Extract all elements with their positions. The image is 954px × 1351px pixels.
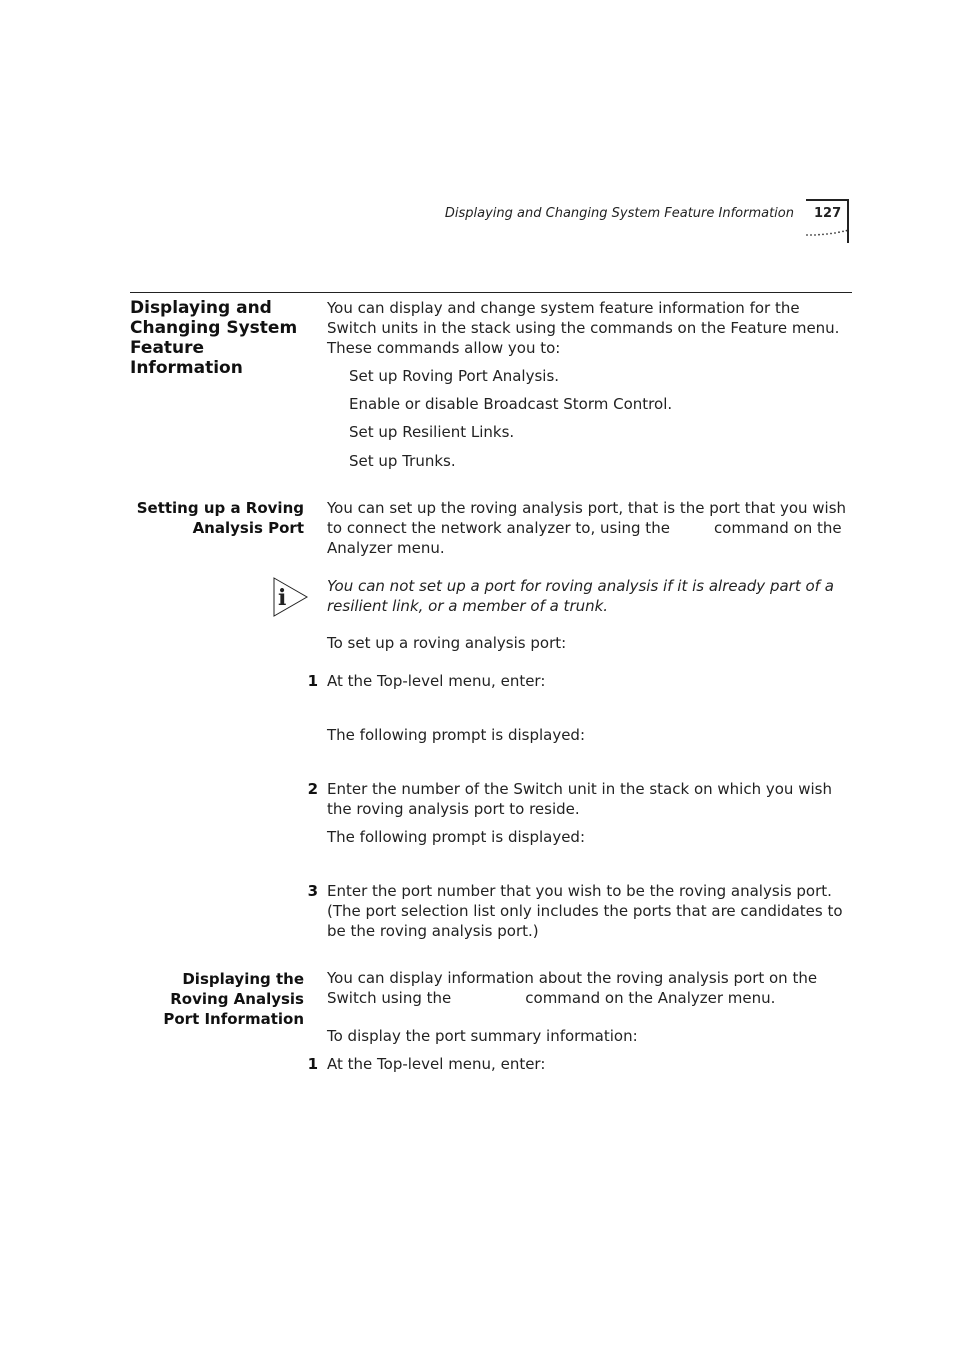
subsection-heading: Setting up a Roving Analysis Port bbox=[136, 499, 304, 537]
step-number: 1 bbox=[307, 672, 318, 690]
running-title: Displaying and Changing System Feature Information bbox=[444, 206, 794, 221]
page-number-top-rule bbox=[806, 199, 849, 201]
roving-setup-intro bbox=[327, 498, 853, 558]
info-icon bbox=[272, 576, 310, 618]
list-item: Set up Resilient Links. bbox=[349, 423, 515, 441]
step-followup: The following prompt is displayed: bbox=[327, 726, 586, 744]
list-item: Set up Trunks. bbox=[349, 452, 456, 470]
section-heading: Displaying and Changing System Feature Information bbox=[130, 298, 298, 378]
roving-setup-intro-part1: You can set up the roving analysis port, that is the port that you wish to connect the network analyzer to, using the bbox=[327, 499, 847, 537]
subsection-heading: Displaying the Roving Analysis Port Information bbox=[163, 970, 304, 1028]
step-number: 1 bbox=[307, 1055, 318, 1073]
step-text: At the Top-level menu, enter: bbox=[327, 1055, 546, 1073]
section-intro: You can display and change system feature information for the Switch units in the stack using the commands on the Feature menu. These commands allow you to: bbox=[327, 299, 840, 357]
note-text: You can not set up a port for roving analysis if it is already part of a resilient link, or a member of a trunk. bbox=[327, 577, 834, 615]
step-number: 3 bbox=[307, 882, 318, 900]
roving-setup-lead: To set up a roving analysis port: bbox=[327, 634, 567, 652]
svg-text:i: i bbox=[278, 585, 287, 611]
page-number: 127 bbox=[814, 206, 842, 221]
list-item: Set up Roving Port Analysis. bbox=[349, 367, 560, 385]
step-followup: The following prompt is displayed: bbox=[327, 828, 586, 846]
list-item: Enable or disable Broadcast Storm Control. bbox=[349, 395, 673, 413]
roving-display-intro bbox=[327, 968, 853, 1008]
roving-display-intro-part2: command on the Analyzer menu. bbox=[525, 989, 776, 1007]
section-rule bbox=[130, 292, 852, 293]
roving-display-lead: To display the port summary information: bbox=[327, 1027, 638, 1045]
step-number: 2 bbox=[307, 780, 318, 798]
step-text: Enter the number of the Switch unit in the stack on which you wish the roving analysis port to reside. bbox=[327, 780, 832, 818]
step-text: Enter the port number that you wish to be the roving analysis port. (The port selection list only includes the ports that are candidates to be the roving analysis port.) bbox=[327, 882, 843, 940]
step-text: At the Top-level menu, enter: bbox=[327, 672, 546, 690]
decorative-dot-arc bbox=[805, 229, 849, 237]
roving-display-intro-part1: You can display information about the roving analysis port on the Switch using the bbox=[327, 969, 818, 1007]
roving-setup-intro-part2: command on the Analyzer menu. bbox=[327, 519, 842, 557]
